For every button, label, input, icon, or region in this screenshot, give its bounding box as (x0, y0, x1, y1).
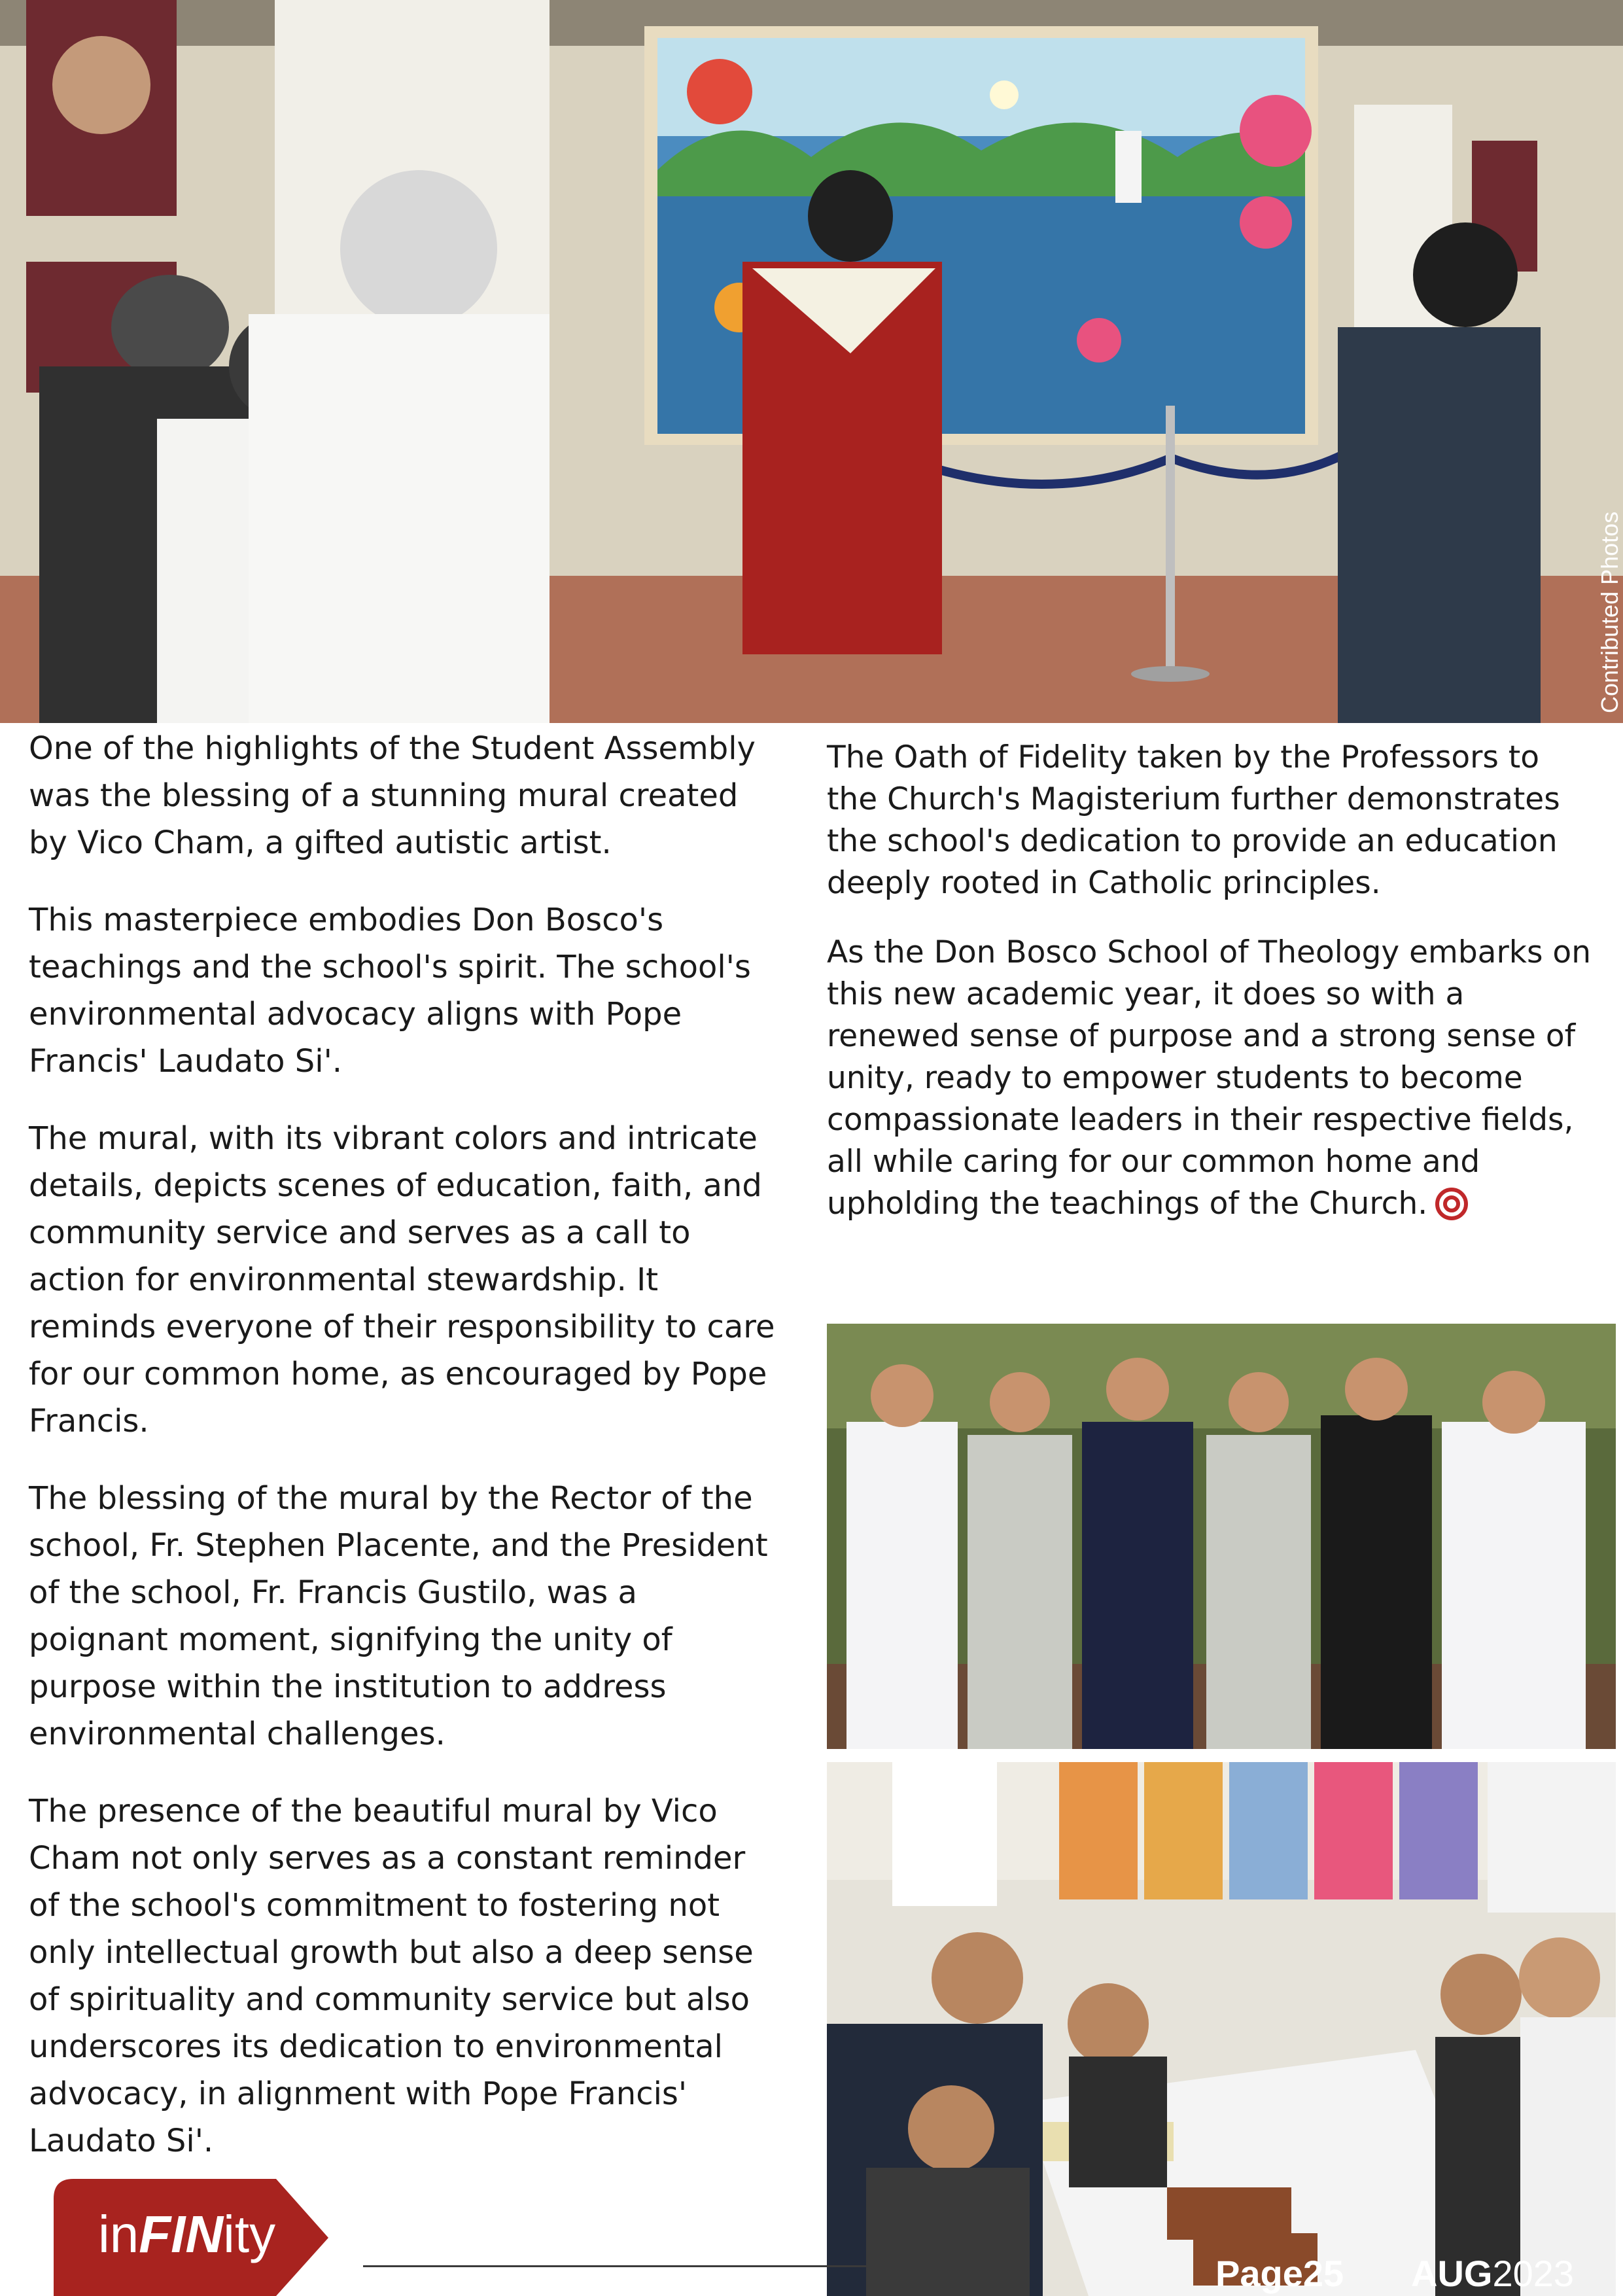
end-of-article-icon (1435, 1188, 1468, 1220)
page-number: Page25 (1215, 2253, 1344, 2294)
issue-date (1411, 2252, 1574, 2295)
article-paragraph: The blessing of the mural by the Rector of the school, Fr. Stephen Placente, and the President of the school, Fr. Francis Gustilo, was a poignant moment, signifying the unity of purpose within the institution to address environmental challenges. (29, 1480, 768, 1752)
logo-prefix: in (98, 2205, 139, 2263)
article-paragraph: This masterpiece embodies Don Bosco's teachings and the school's spirit. The school's environmental advocacy aligns with Pope Francis' Laudato Si'. (29, 902, 751, 1080)
photo-credit: Contributed Photos (1596, 511, 1623, 713)
logo-suffix: ity (223, 2205, 276, 2263)
article-paragraph-text: As the Don Bosco School of Theology embarks on this new academic year, it does so with a renewed sense of purpose and a strong sense of unity, ready to empower students to become compassionate leaders in their respective fields, all while caring for our common home and upholding the teachings of the Church. (827, 934, 1591, 1222)
article-paragraph: One of the highlights of the Student Assembly was the blessing of a stunning mural created by Vico Cham, a gifted autistic artist. (29, 730, 756, 861)
article-left-column (29, 725, 781, 2195)
article-right-column (827, 737, 1599, 1252)
mural-blessing-photo (0, 0, 1623, 723)
article-paragraph: The mural, with its vibrant colors and intricate details, depicts scenes of education, faith, and community service and serves as a call to action for environmental stewardship. It reminds everyone of their responsibility to care for our common home, as encouraged by Pope Francis. (29, 1120, 775, 1439)
logo-highlight: FIN (139, 2205, 224, 2263)
lunch-group-photo (827, 1762, 1616, 2296)
issue-year: 2023 (1492, 2253, 1575, 2294)
issue-month: AUG (1411, 2253, 1493, 2294)
footer-divider (363, 2265, 870, 2267)
article-paragraph-last (827, 932, 1599, 1225)
article-paragraph: The presence of the beautiful mural by Vico Cham not only serves as a constant reminder of the school's commitment to fostering not only intellectual growth but also a deep sense of spirituality and community service but also underscores its dedication to environmental advocacy, in alignment with Pope Francis' Laudato Si'. (29, 1793, 754, 2159)
article-paragraph: The Oath of Fidelity taken by the Professors to the Church's Magisterium further demonstrates the school's dedication to provide an education deeply rooted in Catholic principles. (827, 739, 1560, 901)
sisters-group-photo (827, 1324, 1616, 1749)
infinity-logo[interactable] (98, 2205, 275, 2264)
